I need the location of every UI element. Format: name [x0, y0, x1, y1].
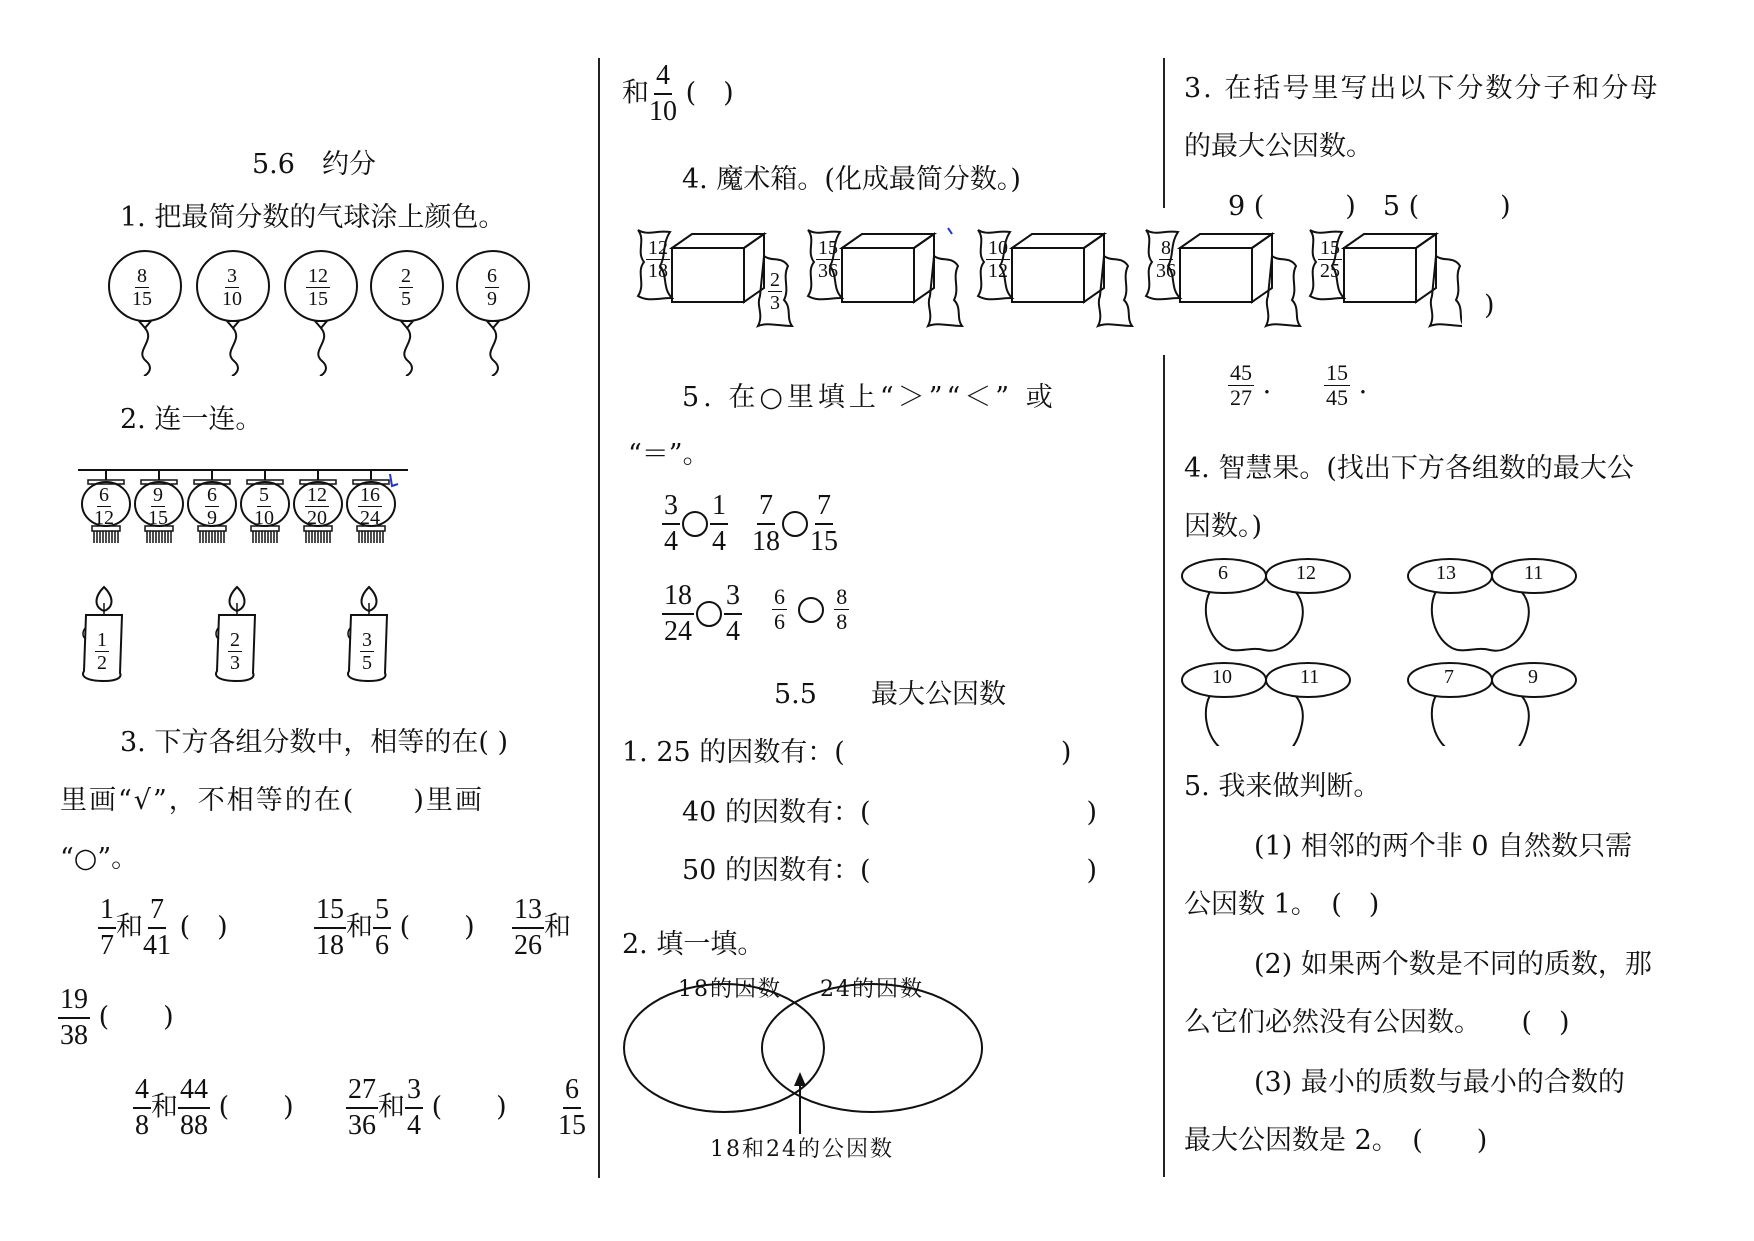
answer-blank[interactable]: ( ) [399, 911, 475, 943]
column-divider-left [598, 58, 600, 1178]
q3-pair-4: $\frac{4}{8}$ 和 $\frac{44}{88}$ ( ) [135, 1074, 294, 1141]
compare-circle[interactable] [696, 601, 722, 627]
candle-fraction[interactable]: $\frac{3}{5}$ [362, 629, 372, 674]
compare-1 [662, 492, 728, 556]
q3-line3: “○”。 [60, 843, 139, 874]
fraction: $\frac{15}{18}$ [316, 894, 344, 961]
q3-pair-2: $\frac{15}{18}$ 和 $\frac{5}{6}$ ( ) [316, 894, 475, 961]
c3-q5-title: 5. 我来做判断。 [1184, 771, 1381, 802]
fraction: $\frac{8}{8}$ [836, 584, 848, 634]
balloon-fraction[interactable]: $\frac{12}{15}$ [308, 265, 328, 310]
wisdom-fruit [1182, 559, 1350, 651]
answer-blank[interactable]: ( ) [685, 77, 734, 109]
fraction: $\frac{27}{36}$ [348, 1074, 376, 1141]
section-title-reduction: 5.6 约分 [252, 149, 376, 180]
wisdom-fruit [1182, 663, 1350, 746]
c3-q4-line2: 因数。) [1184, 511, 1263, 542]
lantern-row [78, 468, 418, 558]
lantern-fraction[interactable]: $\frac{9}{15}$ [148, 484, 168, 529]
gcf-q2-title: 2. 填一填。 [622, 929, 765, 960]
column-divider-right-upper [1163, 58, 1165, 208]
lantern-fraction[interactable]: $\frac{6}{9}$ [207, 484, 217, 529]
compare-circle[interactable] [798, 597, 824, 623]
c3-q3-row2-end: ) [1484, 290, 1495, 321]
candle-row [76, 585, 396, 685]
q5-title-line1: 5. 在○里填上“＞”“＜” 或 [682, 382, 1057, 413]
q2-title: 2. 连一连。 [120, 404, 263, 435]
judge-item-2-line2[interactable]: 么它们必然没有公因数。 ( ) [1184, 1007, 1570, 1038]
fruit-number: 11 [1300, 666, 1320, 688]
q4-magic-box-title: 4. 魔术箱。(化成最简分数。) [682, 164, 1021, 195]
lantern-fraction[interactable]: $\frac{16}{24}$ [360, 484, 380, 529]
box-input-fraction: $\frac{15}{25}$ [1320, 237, 1340, 282]
fraction: $\frac{18}{24}$ [664, 580, 692, 647]
answer-blank[interactable]: ( ) [98, 1001, 174, 1033]
q5-title-line2: “＝”。 [628, 439, 710, 470]
box-output-fraction: $\frac{2}{3}$ [770, 269, 780, 314]
fruit-number: 10 [1212, 666, 1232, 688]
balloon-fraction[interactable]: $\frac{8}{15}$ [132, 265, 152, 310]
fraction: $\frac{13}{26}$ [514, 894, 542, 961]
compare-2 [752, 492, 838, 556]
q3-pair-3-start: $\frac{13}{26}$ 和 [514, 894, 571, 961]
q3-pair-6-end: 和 $\frac{4}{10}$ ( ) [622, 60, 734, 127]
venn-label-right: 24的因数 [820, 977, 924, 1002]
fruit-number: 12 [1296, 562, 1316, 584]
box-input-fraction: $\frac{15}{36}$ [818, 237, 838, 282]
venn-label-left: 18的因数 [678, 977, 782, 1002]
candle-fraction[interactable]: $\frac{1}{2}$ [97, 629, 107, 674]
cursor-mark-icon [390, 474, 398, 486]
fraction: $\frac{1}{7}$ [100, 894, 114, 961]
c3-q4-line1: 4. 智慧果。(找出下方各组数的最大公 [1184, 453, 1634, 484]
venn-diagram [618, 972, 988, 1162]
q1-title: 1. 把最简分数的气球涂上颜色。 [120, 202, 506, 233]
box-input-fraction: $\frac{10}{12}$ [988, 237, 1008, 282]
c3-q3-frac-1: $\frac{45}{27}$ . [1230, 360, 1272, 410]
fruit-number: 9 [1528, 666, 1538, 688]
fraction: $\frac{6}{15}$ [558, 1074, 586, 1141]
q3-pair-5: $\frac{27}{36}$ 和 $\frac{3}{4}$ ( ) [348, 1074, 507, 1141]
c3-q3-line1: 3. 在括号里写出以下分数分子和分母 [1184, 73, 1660, 104]
lantern-fraction[interactable]: $\frac{5}{10}$ [254, 484, 274, 529]
fraction: $\frac{3}{4}$ [664, 490, 678, 557]
fraction: $\frac{15}{45}$ [1326, 360, 1348, 410]
balloon-fraction[interactable]: $\frac{3}{10}$ [222, 265, 242, 310]
fruit-number: 6 [1218, 562, 1228, 584]
section-title-gcf: 5.5 最大公因数 [774, 679, 1006, 710]
balloon-row [100, 246, 560, 376]
answer-blank[interactable]: ( ) [218, 1091, 294, 1123]
lantern-fraction[interactable]: $\frac{6}{12}$ [94, 484, 114, 529]
fraction: $\frac{1}{4}$ [712, 490, 726, 557]
fraction: $\frac{3}{4}$ [726, 580, 740, 647]
q3-line1: 3. 下方各组分数中，相等的在( ) [120, 727, 508, 758]
c3-q3-frac-2: $\frac{15}{45}$ . [1326, 360, 1368, 410]
fraction: $\frac{3}{4}$ [407, 1074, 421, 1141]
q3-pair-3-end [58, 986, 174, 1050]
fraction: $\frac{44}{88}$ [180, 1074, 208, 1141]
fruit-number: 13 [1436, 562, 1456, 584]
column-divider-right-lower [1163, 355, 1165, 1177]
balloon-fraction[interactable]: $\frac{2}{5}$ [401, 265, 411, 310]
judge-item-3-line1: (3) 最小的质数与最小的合数的 [1254, 1067, 1625, 1098]
fruit-number: 7 [1444, 666, 1454, 688]
q3-pair-1: $\frac{1}{7}$ 和 $\frac{7}{41}$ ( ) [100, 894, 228, 961]
q3-pair-6-start [558, 1076, 586, 1140]
magic-box-row [632, 226, 1462, 336]
answer-blank[interactable]: ( ) [179, 911, 228, 943]
fraction: $\frac{19}{38}$ [60, 984, 88, 1051]
candle-fraction[interactable]: $\frac{2}{3}$ [230, 629, 240, 674]
judge-item-1-line2[interactable]: 公因数 1。 ( ) [1184, 889, 1380, 920]
lantern-fraction[interactable]: $\frac{12}{20}$ [307, 484, 327, 529]
gcf-q1-line3: 50 的因数有：( ) [682, 855, 1098, 886]
fraction: $\frac{6}{6}$ [774, 584, 785, 634]
wisdom-fruit [1408, 663, 1576, 746]
fruit-number: 11 [1524, 562, 1544, 584]
balloon-fraction[interactable]: $\frac{6}{9}$ [487, 265, 497, 310]
box-input-fraction: $\frac{12}{18}$ [648, 237, 668, 282]
fruit-grid [1180, 556, 1600, 746]
fraction: $\frac{45}{27}$ [1230, 360, 1252, 410]
compare-4 [772, 586, 849, 633]
fraction: $\frac{7}{18}$ [752, 490, 780, 557]
gcf-q1-line2: 40 的因数有：( ) [682, 797, 1098, 828]
venn-label-bottom: 18和24的公因数 [710, 1137, 894, 1162]
box-input-fraction: $\frac{8}{36}$ [1156, 237, 1176, 282]
gcf-q1-line1: 1. 25 的因数有：( ) [622, 737, 1072, 768]
judge-item-3-line2[interactable]: 最大公因数是 2。 ( ) [1184, 1125, 1488, 1156]
judge-item-2-line1: (2) 如果两个数是不同的质数，那 [1254, 949, 1652, 980]
q3-line2: 里画“√”，不相等的在( )里画 [60, 785, 484, 816]
compare-circle[interactable] [782, 511, 808, 537]
fraction: $\frac{5}{6}$ [375, 894, 389, 961]
fraction: $\frac{4}{10}$ [649, 60, 677, 127]
fraction: $\frac{4}{8}$ [135, 1074, 149, 1141]
compare-circle[interactable] [682, 511, 708, 537]
fraction: $\frac{7}{41}$ [143, 894, 171, 961]
wisdom-fruit [1408, 559, 1576, 651]
c3-q3-line2: 的最大公因数。 [1184, 131, 1373, 162]
judge-item-1-line1: (1) 相邻的两个非 0 自然数只需 [1254, 831, 1633, 862]
c3-q3-row1: 9 ( ) 5 ( ) [1228, 191, 1511, 222]
answer-blank[interactable]: ( ) [431, 1091, 507, 1123]
fraction: $\frac{7}{15}$ [810, 490, 838, 557]
compare-3 [662, 582, 742, 646]
